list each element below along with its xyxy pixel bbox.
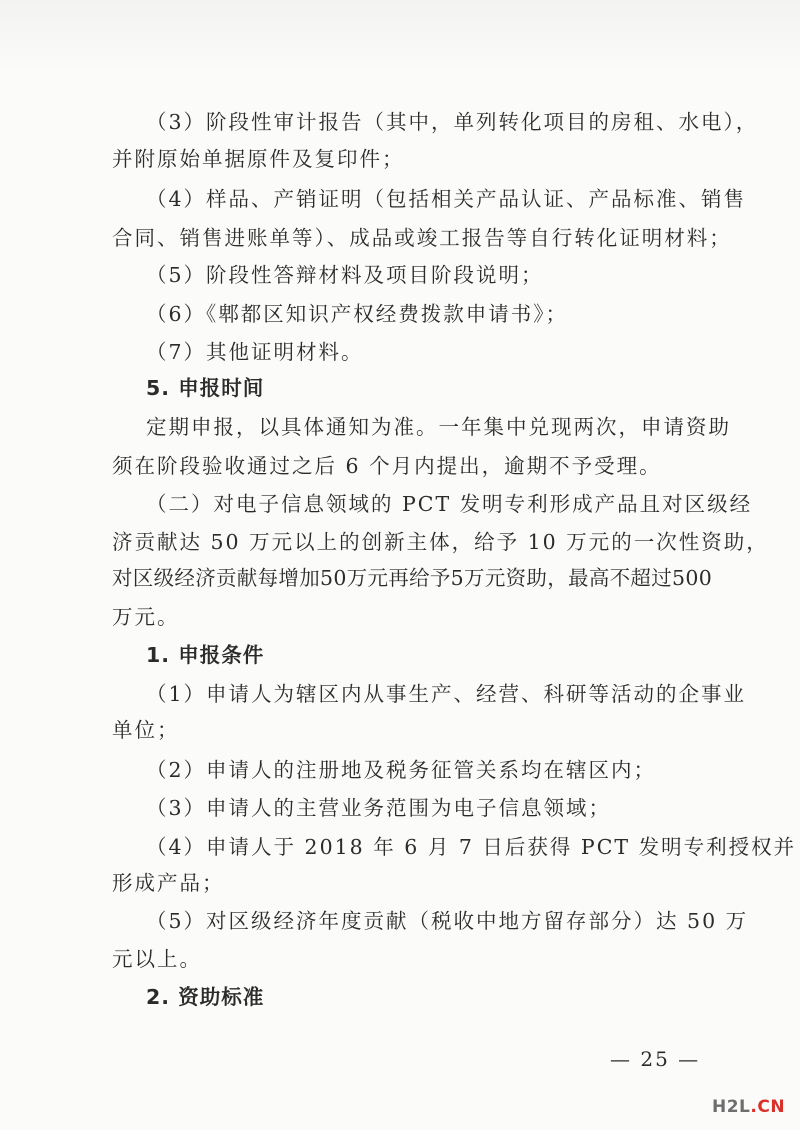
text-line: （6）《郫都区知识产权经费拨款申请书》； — [146, 302, 569, 326]
site-watermark — [712, 1096, 785, 1118]
text-line: （7）其他证明材料。 — [146, 340, 364, 364]
text-line: 形成产品； — [112, 871, 225, 895]
text-line: （4）申请人于 2018 年 6 月 7 日后获得 PCT 发明专利授权并 — [146, 835, 797, 859]
text-line: （5）阶段性答辩材料及项目阶段说明； — [146, 263, 544, 287]
text-line: 定期申报，以具体通知为准。一年集中兑现两次，申请资助 — [146, 415, 731, 439]
text-line: （3）阶段性审计报告（其中，单列转化项目的房租、水电）， — [146, 110, 759, 134]
text-line: （二）对电子信息领域的 PCT 发明专利形成产品且对区级经 — [146, 492, 753, 516]
text-line: 须在阶段验收通过之后 6 个月内提出，逾期不予受理。 — [112, 454, 662, 478]
watermark-part2: .CN — [750, 1097, 786, 1117]
text-line: （4）样品、产销证明（包括相关产品认证、产品标准、销售 — [146, 187, 747, 211]
text-line: 对区级经济贡献每增加50万元再给予5万元资助，最高不超过500 — [112, 566, 713, 590]
page-top-shade — [0, 0, 800, 70]
section-heading: 5. 申报时间 — [146, 376, 265, 400]
text-line: 单位； — [112, 718, 180, 742]
page-number: — 25 — — [610, 1047, 701, 1071]
section-heading: 1. 申报条件 — [146, 643, 265, 667]
section-heading: 2. 资助标准 — [146, 985, 265, 1009]
watermark-part1: H2L — [712, 1097, 751, 1117]
text-line: 并附原始单据原件及复印件； — [112, 147, 405, 171]
text-line: 元以上。 — [112, 947, 202, 971]
text-line: （1）申请人为辖区内从事生产、经营、科研等活动的企事业 — [146, 682, 747, 706]
text-line: 济贡献达 50 万元以上的创新主体，给予 10 万元的一次性资助， — [112, 530, 769, 554]
text-line: （2）申请人的注册地及税务征管关系均在辖区内； — [146, 758, 657, 782]
text-line: （3）申请人的主营业务范围为电子信息领域； — [146, 796, 612, 820]
text-line: 万元。 — [112, 605, 180, 629]
text-line: （5）对区级经济年度贡献（税收中地方留存部分）达 50 万 — [146, 909, 749, 933]
text-line: 合同、销售进账单等）、成品或竣工报告等自行转化证明材料； — [112, 226, 732, 250]
